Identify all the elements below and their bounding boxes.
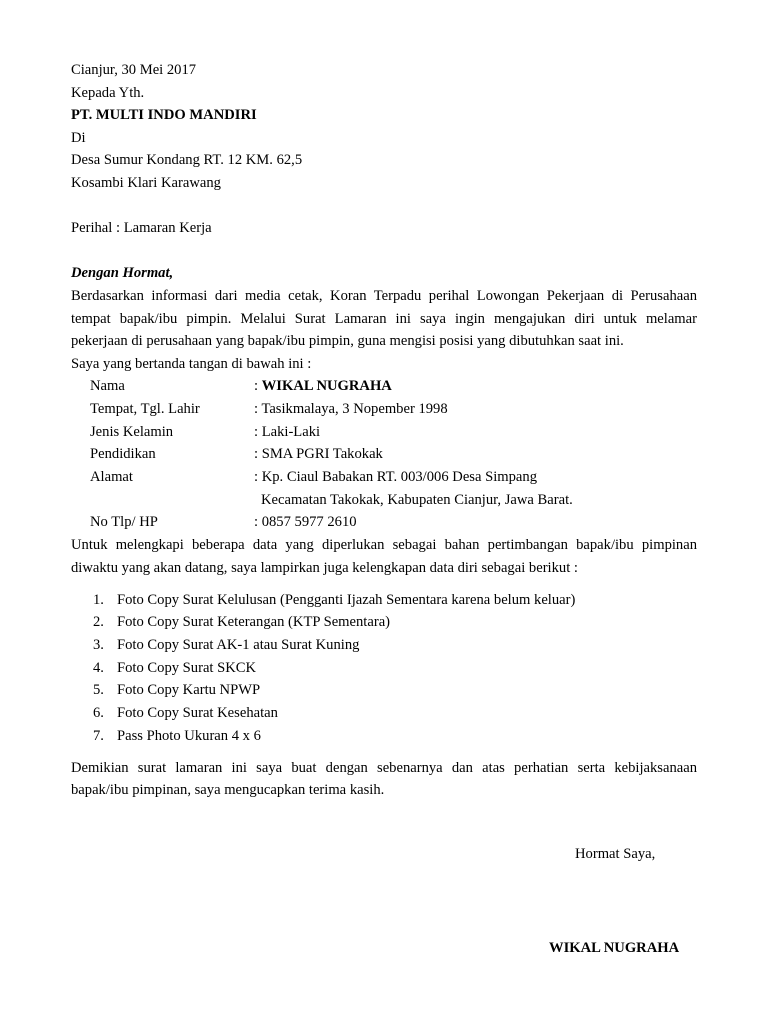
address-value-line2: Kecamatan Takokak, Kabupaten Cianjur, Jawa Barat. [261, 492, 573, 508]
address-label: Alamat [90, 469, 133, 485]
recipient-di: Di [71, 130, 86, 146]
closing-line2: bapak/ibu pimpinan, saya mengucapkan terima kasih. [71, 782, 385, 798]
attachment-number: 3. [93, 637, 104, 653]
attachment-item: Foto Copy Surat AK-1 atau Surat Kuning [117, 637, 360, 653]
education-value: : SMA PGRI Takokak [254, 446, 383, 462]
recipient-company: PT. MULTI INDO MANDIRI [71, 107, 257, 123]
attachment-number: 7. [93, 728, 104, 744]
birth-value: : Tasikmalaya, 3 Nopember 1998 [254, 401, 448, 417]
recipient-address-line2: Kosambi Klari Karawang [71, 175, 221, 191]
attachment-number: 5. [93, 682, 104, 698]
closing-line1: Demikian surat lamaran ini saya buat dengan sebenarnya dan atas perhatian serta kebijaksanaan [71, 760, 697, 776]
education-label: Pendidikan [90, 446, 156, 462]
attachment-number: 2. [93, 614, 104, 630]
intro-line1: Berdasarkan informasi dari media cetak, Koran Terpadu perihal Lowongan Pekerjaan di Perusahaan [71, 288, 697, 304]
attachment-item: Foto Copy Surat Kelulusan (Pengganti Ijazah Sementara karena belum keluar) [117, 592, 576, 608]
address-value-line1: : Kp. Ciaul Babakan RT. 003/006 Desa Simpang [254, 469, 537, 485]
name-value: : WIKAL NUGRAHA [254, 378, 392, 394]
attachment-item: Foto Copy Surat Keterangan (KTP Sementara) [117, 614, 391, 630]
attachment-item: Foto Copy Surat Kesehatan [117, 705, 278, 721]
greeting: Dengan Hormat, [71, 265, 174, 281]
gender-value: : Laki-Laki [254, 424, 321, 440]
recipient-salutation: Kepada Yth. [71, 85, 145, 101]
gender-label: Jenis Kelamin [90, 424, 174, 440]
subject-line: Perihal : Lamaran Kerja [71, 220, 212, 236]
intro-line4: Saya yang bertanda tangan di bawah ini : [71, 356, 312, 372]
place-date: Cianjur, 30 Mei 2017 [71, 62, 197, 78]
phone-value: : 0857 5977 2610 [254, 514, 357, 530]
attachment-number: 1. [93, 592, 104, 608]
name-label: Nama [90, 378, 125, 394]
attachment-item: Foto Copy Kartu NPWP [117, 682, 261, 698]
intro-line2: tempat bapak/ibu pimpin. Melalui Surat Lamaran ini saya ingin mengajukan diri untuk melamar [71, 311, 697, 327]
attachments-intro-line1: Untuk melengkapi beberapa data yang diperlukan sebagai bahan pertimbangan bapak/ibu pimpinan [71, 537, 697, 553]
attachment-number: 4. [93, 660, 104, 676]
attachment-item: Foto Copy Surat SKCK [117, 660, 257, 676]
birth-label: Tempat, Tgl. Lahir [90, 401, 200, 417]
signature-regards: Hormat Saya, [575, 846, 656, 862]
recipient-address-line1: Desa Sumur Kondang RT. 12 KM. 62,5 [71, 152, 303, 168]
signature-name: WIKAL NUGRAHA [549, 940, 680, 956]
attachments-intro-line2: diwaktu yang akan datang, saya lampirkan juga kelengkapan data diri sebagai berikut : [71, 560, 578, 576]
phone-label: No Tlp/ HP [90, 514, 158, 530]
attachment-item: Pass Photo Ukuran 4 x 6 [117, 728, 261, 744]
intro-line3: pekerjaan di perusahaan yang bapak/ibu pimpin, guna mengisi posisi yang dibutuhkan saat ini. [71, 333, 624, 349]
attachment-number: 6. [93, 705, 104, 721]
